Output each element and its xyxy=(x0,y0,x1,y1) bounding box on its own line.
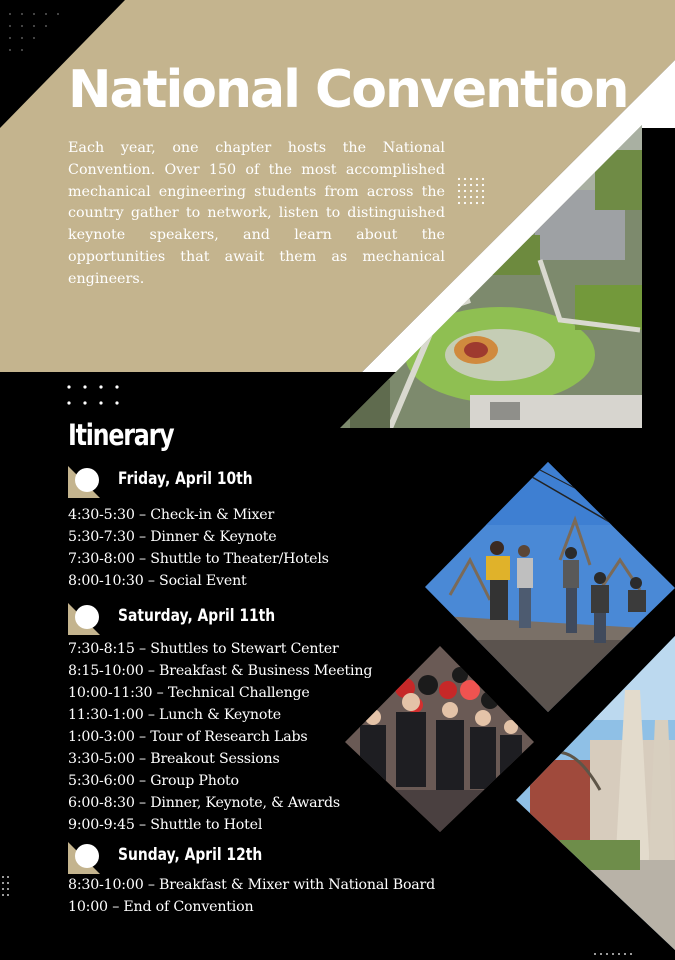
speech-bubble-icon xyxy=(68,603,100,635)
schedule-item: 8:30-10:00 – Breakfast & Mixer with National Board xyxy=(68,877,436,893)
schedule-item: 10:00 – End of Convention xyxy=(68,899,254,915)
speech-bubble-icon xyxy=(68,466,100,498)
day-label: Sunday, April 12th xyxy=(118,845,263,864)
schedule-item: 4:30-5:30 – Check-in & Mixer xyxy=(68,507,275,523)
schedule-list-sunday xyxy=(68,874,435,918)
intro-paragraph: Each year, one chapter hosts the National Convention. Over 150 of the most accomplished mechanical engineering students from across the country gather to network, listen to distinguished keynote speakers, and learn about the opportunities that await them as mechanical engineers. xyxy=(68,140,445,287)
schedule-item: 8:00-10:30 – Social Event xyxy=(68,573,247,589)
page-title: National Convention xyxy=(68,60,628,120)
schedule-item: 11:30-1:00 – Lunch & Keynote xyxy=(68,707,281,723)
itinerary-heading: Itinerary xyxy=(68,418,174,452)
schedule-list-saturday xyxy=(68,638,372,836)
day-label: Friday, April 10th xyxy=(118,469,253,488)
schedule-item: 8:15-10:00 – Breakfast & Business Meeting xyxy=(68,663,373,679)
schedule-item: 5:30-6:00 – Group Photo xyxy=(68,773,239,789)
schedule-item: 3:30-5:00 – Breakout Sessions xyxy=(68,751,280,767)
dot-grid-itinerary xyxy=(64,382,134,412)
dot-grid-gold xyxy=(456,176,490,206)
schedule-item: 6:00-8:30 – Dinner, Keynote, & Awards xyxy=(68,795,340,811)
schedule-item: 1:00-3:00 – Tour of Research Labs xyxy=(68,729,308,745)
schedule-item: 5:30-7:30 – Dinner & Keynote xyxy=(68,529,277,545)
schedule-list-friday xyxy=(68,504,329,592)
schedule-item: 7:30-8:00 – Shuttle to Theater/Hotels xyxy=(68,551,329,567)
schedule-item: 10:00-11:30 – Technical Challenge xyxy=(68,685,310,701)
day-label: Saturday, April 11th xyxy=(118,606,276,625)
speech-bubble-icon xyxy=(68,842,100,874)
schedule-item: 9:00-9:45 – Shuttle to Hotel xyxy=(68,817,263,833)
dot-grid-bottom xyxy=(592,950,636,960)
dot-grid-left-edge xyxy=(0,874,12,898)
schedule-item: 7:30-8:15 – Shuttles to Stewart Center xyxy=(68,641,339,657)
